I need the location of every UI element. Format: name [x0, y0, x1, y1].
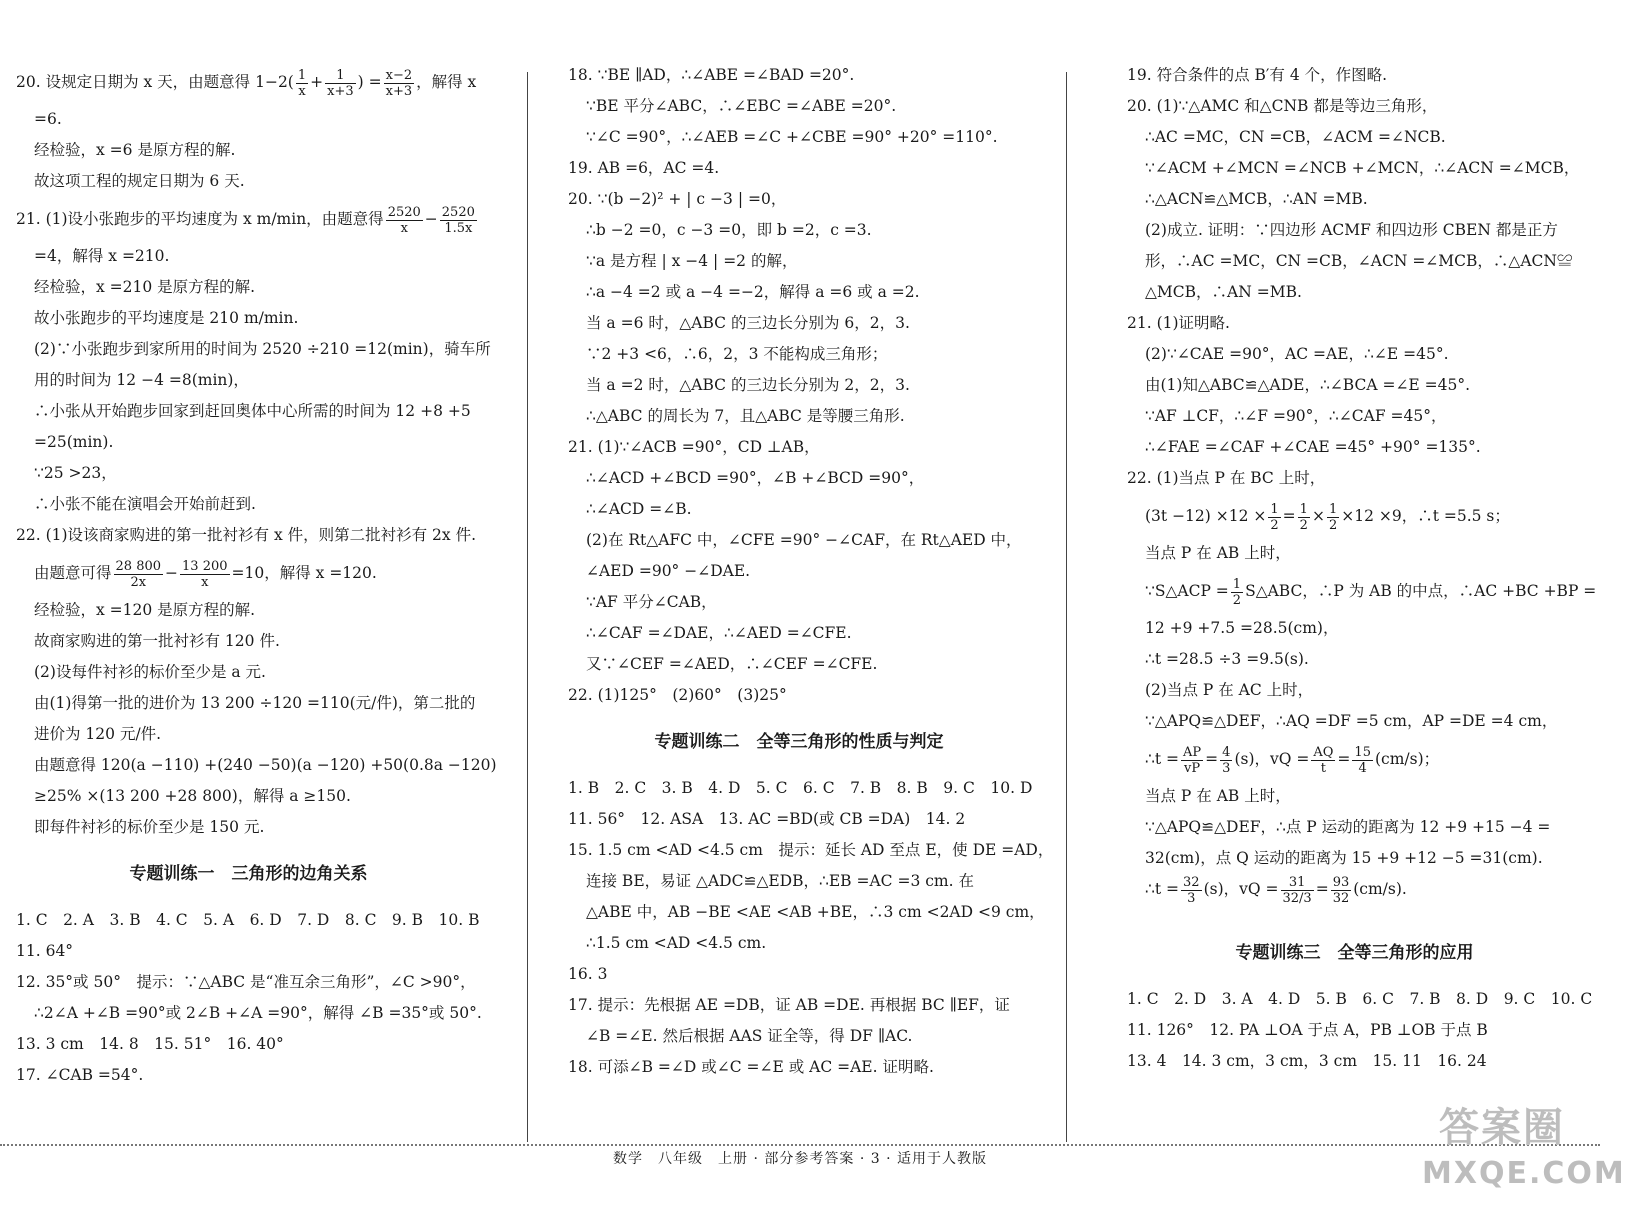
watermark-logo — [1422, 1102, 1626, 1214]
answer-line: △ABE 中，AB −BE <AE <AB +BE，∴3 cm <2AD <9 cm， — [586, 903, 1045, 921]
answer-line: ∴小张从开始跑步回家到赶回奥体中心所需的时间为 12 +8 +5 — [34, 402, 471, 420]
answer-line: 17. 提示：先根据 AE =DB，证 AB =DE. 再根据 BC ∥EF，证 — [568, 996, 1010, 1014]
answer-line: 16. 3 — [568, 965, 608, 983]
answer-line: ∵△APQ≌△DEF，∴点 P 运动的距离为 12 +9 +15 −4 = — [1145, 818, 1551, 836]
answer-line: 15. 1.5 cm <AD <4.5 cm 提示：延长 AD 至点 E，使 DE =AD， — [568, 841, 1054, 859]
answer-line: 形，∴AC =MC，CN =CB，∠ACN =∠MCB，∴△ACN≌ — [1145, 252, 1573, 270]
answer-line: 21. (1)设小张跑步的平均速度为 x m/min，由题意得 $\frac{2520}{x}$ − $\frac{2520}{1.5x}$ — [16, 204, 475, 236]
answer-line: ∴∠CAF =∠DAE，∴∠AED =∠CFE. — [586, 624, 852, 642]
answer-line: ∵a 是方程 | x −4 | =2 的解， — [586, 252, 798, 270]
answer-line: 1. C 2. A 3. B 4. C 5. A 6. D 7. D 8. C 9. B 10. B — [16, 911, 480, 929]
answer-line: 22. (1)设该商家购进的第一批衬衫有 x 件，则第二批衬衫有 2x 件. — [16, 526, 477, 544]
answer-line: ∵∠C =90°，∴∠AEB =∠C +∠CBE =90° +20° =110°. — [586, 128, 998, 146]
answer-line: 用的时间为 12 −4 =8(min)， — [34, 371, 249, 389]
answer-line: 11. 64° — [16, 942, 74, 960]
answer-line: 经检验，x =120 是原方程的解. — [34, 601, 256, 619]
fraction: $\frac{28 800}{2x}$ — [115, 558, 162, 590]
fraction: $\frac{2520}{1.5x}$ — [441, 204, 475, 236]
answer-line: 22. (1)当点 P 在 BC 上时， — [1127, 469, 1326, 487]
fraction: $\frac{x-2}{x+3}$ — [385, 67, 413, 99]
answer-line: 当 a =6 时，△ABC 的三边长分别为 6，2，3. — [586, 314, 910, 332]
answer-line: 18. ∵BE ∥AD，∴∠ABE =∠BAD =20°. — [568, 66, 855, 84]
answer-line: 12 +9 +7.5 =28.5(cm)， — [1145, 619, 1339, 637]
fraction: $\frac{1}{2}$ — [1328, 501, 1338, 533]
answer-line: 19. 符合条件的点 B′有 4 个，作图略. — [1127, 66, 1388, 84]
answer-line: ∴a −4 =2 或 a −4 =−2，解得 a =6 或 a =2. — [586, 283, 920, 301]
answer-line: 故这项工程的规定日期为 6 天. — [34, 172, 245, 190]
fraction: $\frac{1}{2}$ — [1232, 576, 1242, 608]
answer-line: ∠B =∠E. 然后根据 AAS 证全等，得 DF ∥AC. — [586, 1027, 913, 1045]
fraction: $\frac{13 200}{x}$ — [182, 558, 228, 590]
fraction: $\frac{AP}{vP}$ — [1183, 744, 1202, 776]
answer-line: =25(min). — [34, 433, 114, 451]
answer-line: (2)∵∠CAE =90°，AC =AE，∴∠E =45°. — [1145, 345, 1449, 363]
watermark-url: MXQE.COM — [1422, 1156, 1626, 1191]
answer-line: ∵AF 平分∠CAB， — [586, 593, 717, 611]
answer-line: ∵25 >23， — [34, 464, 117, 482]
answer-line: ∴∠ACD =∠B. — [586, 500, 692, 518]
answer-line: 19. AB =6，AC =4. — [568, 159, 720, 177]
column-divider — [527, 72, 528, 1142]
answer-line: ∴△ABC 的周长为 7，且△ABC 是等腰三角形. — [586, 407, 905, 425]
answer-line: ∵BE 平分∠ABC，∴∠EBC =∠ABE =20°. — [586, 97, 897, 115]
fraction: $\frac{31}{32/3}$ — [1282, 874, 1312, 906]
answer-line: △MCB，∴AN =MB. — [1145, 283, 1302, 301]
section-heading: 专题训练二 全等三角形的性质与判定 — [654, 732, 944, 752]
answer-line: 21. (1)证明略. — [1127, 314, 1230, 332]
answer-line: 由题意可得 $\frac{28 800}{2x}$ − $\frac{13 200}{x}$ =10，解得 x =120. — [34, 558, 377, 590]
answer-line: 11. 56° 12. ASA 13. AC =BD(或 CB =DA) 14. 2 — [568, 810, 966, 828]
answer-line: ∴t = $\frac{32}{3}$ (s)，vQ = $\frac{31}{32/3}$ = $\frac{93}{32}$ (cm/s). — [1145, 874, 1407, 906]
answer-line: 故商家购进的第一批衬衫有 120 件. — [34, 632, 280, 650]
watermark-text: 答案圈 — [1439, 1105, 1565, 1151]
answer-line: ∴t =28.5 ÷3 =9.5(s). — [1145, 650, 1309, 668]
page-footer: 数学 八年级 上册 · 部分参考答案 · 3 · 适用于人教版 — [613, 1151, 987, 1167]
answer-line: 21. (1)∵∠ACB =90°，CD ⊥AB， — [568, 438, 820, 456]
fraction: $\frac{4}{3}$ — [1222, 744, 1231, 776]
answer-line: ∴b −2 =0，c −3 =0，即 b =2，c =3. — [586, 221, 872, 239]
answer-line: 经检验，x =6 是原方程的解. — [34, 141, 236, 159]
answer-line: ∴t = $\frac{AP}{vP}$ = $\frac{4}{3}$ (s)，vQ = $\frac{AQ}{t}$ = $\frac{15}{4}$ (cm/s)； — [1145, 744, 1440, 776]
answer-line: ∴∠FAE =∠CAF +∠CAE =45° +90° =135°. — [1145, 438, 1481, 456]
answer-line: 20. ∵(b −2)² + | c −3 | =0， — [568, 190, 787, 208]
fraction: $\frac{93}{32}$ — [1332, 874, 1350, 906]
answer-line: 当 a =2 时，△ABC 的三边长分别为 2，2，3. — [586, 376, 910, 394]
answer-line: 故小张跑步的平均速度是 210 m/min. — [34, 309, 299, 327]
section-heading: 专题训练三 全等三角形的应用 — [1235, 943, 1474, 963]
fraction: $\frac{1}{x+3}$ — [327, 67, 354, 99]
answer-line: 由(1)知△ABC≌△ADE，∴∠BCA =∠E =45°. — [1145, 376, 1471, 394]
answer-line: 13. 4 14. 3 cm，3 cm，3 cm 15. 11 16. 24 — [1127, 1052, 1487, 1070]
answer-column-2 — [568, 60, 1054, 1083]
answer-line: ∴∠ACD +∠BCD =90°，∠B +∠BCD =90°， — [586, 469, 925, 487]
answer-line: ∴2∠A +∠B =90°或 2∠B +∠A =90°，解得 ∠B =35°或 50°. — [34, 1004, 482, 1022]
fraction: $\frac{15}{4}$ — [1354, 744, 1371, 776]
answer-line: 13. 3 cm 14. 8 15. 51° 16. 40° — [16, 1035, 284, 1053]
fraction: $\frac{32}{3}$ — [1183, 874, 1200, 906]
fraction: $\frac{1}{2}$ — [1299, 501, 1308, 533]
fraction: $\frac{1}{2}$ — [1270, 501, 1279, 533]
answer-column-1 — [16, 60, 497, 1091]
answer-line: (3t −12) ×12 × $\frac{1}{2}$ = $\frac{1}{2}$ × $\frac{1}{2}$ ×12 ×9，∴t =5.5 s； — [1145, 501, 1510, 533]
answer-line: 即每件衬衫的标价至少是 150 元. — [34, 818, 265, 836]
answer-line: 17. ∠CAB =54°. — [16, 1066, 144, 1084]
answer-line: (2)当点 P 在 AC 上时， — [1145, 681, 1314, 699]
answer-line: ∵∠ACM +∠MCN =∠NCB +∠MCN，∴∠ACN =∠MCB， — [1145, 159, 1580, 177]
answer-line: ∵AF ⊥CF，∴∠F =90°，∴∠CAF =45°， — [1145, 407, 1447, 425]
section-heading: 专题训练一 三角形的边角关系 — [129, 864, 368, 884]
answer-line: 又∵∠CEF =∠AED，∴∠CEF =∠CFE. — [586, 655, 878, 673]
answer-line: ∴AC =MC，CN =CB，∠ACM =∠NCB. — [1145, 128, 1446, 146]
answer-line: 11. 126° 12. PA ⊥OA 于点 A，PB ⊥OB 于点 B — [1127, 1021, 1488, 1039]
answer-line: 进价为 120 元/件. — [34, 725, 162, 743]
answer-line: ∵△APQ≌△DEF，∴AQ =DF =5 cm，AP =DE =4 cm， — [1145, 712, 1558, 730]
answer-line: ∵S△ACP = $\frac{1}{2}$ S△ABC，∴P 为 AB 的中点，∴AC +BC +BP = — [1145, 576, 1597, 608]
answer-line: 1. C 2. D 3. A 4. D 5. B 6. C 7. B 8. D 9. C 10. C — [1127, 990, 1593, 1008]
answer-line: 18. 可添∠B =∠D 或∠C =∠E 或 AC =AE. 证明略. — [568, 1058, 934, 1076]
answer-line: 当点 P 在 AB 上时， — [1145, 787, 1291, 805]
answer-line: 20. (1)∵△AMC 和△CNB 都是等边三角形， — [1127, 97, 1438, 115]
answer-line: (2)在 Rt△AFC 中，∠CFE =90° −∠CAF，在 Rt△AED 中， — [586, 531, 1022, 549]
answer-line: ∴1.5 cm <AD <4.5 cm. — [586, 934, 767, 952]
fraction: $\frac{AQ}{t}$ — [1313, 744, 1334, 776]
answer-line: 连接 BE，易证 △ADC≌△EDB，∴EB =AC =3 cm. 在 — [586, 872, 974, 890]
answer-line: (2)成立. 证明：∵四边形 ACMF 和四边形 CBEN 都是正方 — [1145, 221, 1558, 239]
answer-line: ∠AED =90° −∠DAE. — [586, 562, 751, 580]
answer-line: 32(cm)，点 Q 运动的距离为 15 +9 +12 −5 =31(cm). — [1145, 849, 1543, 867]
answer-line: 12. 35°或 50° 提示：∵△ABC 是“准互余三角形”，∠C >90°， — [16, 973, 476, 991]
answer-column-3 — [1127, 60, 1597, 1077]
fraction: $\frac{2520}{x}$ — [387, 204, 421, 236]
answer-line: 由题意得 120(a −110) +(240 −50)(a −120) +50(0.8a −120) — [34, 756, 497, 774]
answer-line: (2)设每件衬衫的标价至少是 a 元. — [34, 663, 266, 681]
answer-line: =6. — [34, 110, 62, 128]
footer-divider — [0, 1144, 1600, 1146]
answer-line: ≥25% ×(13 200 +28 800)，解得 a ≥150. — [34, 787, 351, 805]
answer-line: ∴△ACN≌△MCB，∴AN =MB. — [1145, 190, 1368, 208]
answer-line: 当点 P 在 AB 上时， — [1145, 544, 1291, 562]
answer-line: 由(1)得第一批的进价为 13 200 ÷120 =110(元/件)，第二批的 — [34, 694, 476, 712]
answer-line: 22. (1)125° (2)60° (3)25° — [568, 686, 787, 704]
column-divider — [1066, 72, 1067, 1142]
answer-line: (2)∵小张跑步到家所用的时间为 2520 ÷210 =12(min)，骑车所 — [34, 340, 491, 358]
answer-line: =4，解得 x =210. — [34, 247, 170, 265]
answer-line: 1. B 2. C 3. B 4. D 5. C 6. C 7. B 8. B 9. C 10. D — [568, 779, 1033, 797]
answer-line: 经检验，x =210 是原方程的解. — [34, 278, 256, 296]
fraction: $\frac{1}{x}$ — [297, 67, 307, 99]
answer-line: 20. 设规定日期为 x 天，由题意得 1−2( $\frac{1}{x}$ + $\frac{1}{x+3}$ ) = $\frac{x-2}{x+3}$ ，解得 x — [16, 67, 477, 99]
answer-line: ∵2 +3 <6，∴6，2，3 不能构成三角形； — [586, 345, 888, 363]
answer-line: ∴小张不能在演唱会开始前赶到. — [34, 495, 256, 513]
